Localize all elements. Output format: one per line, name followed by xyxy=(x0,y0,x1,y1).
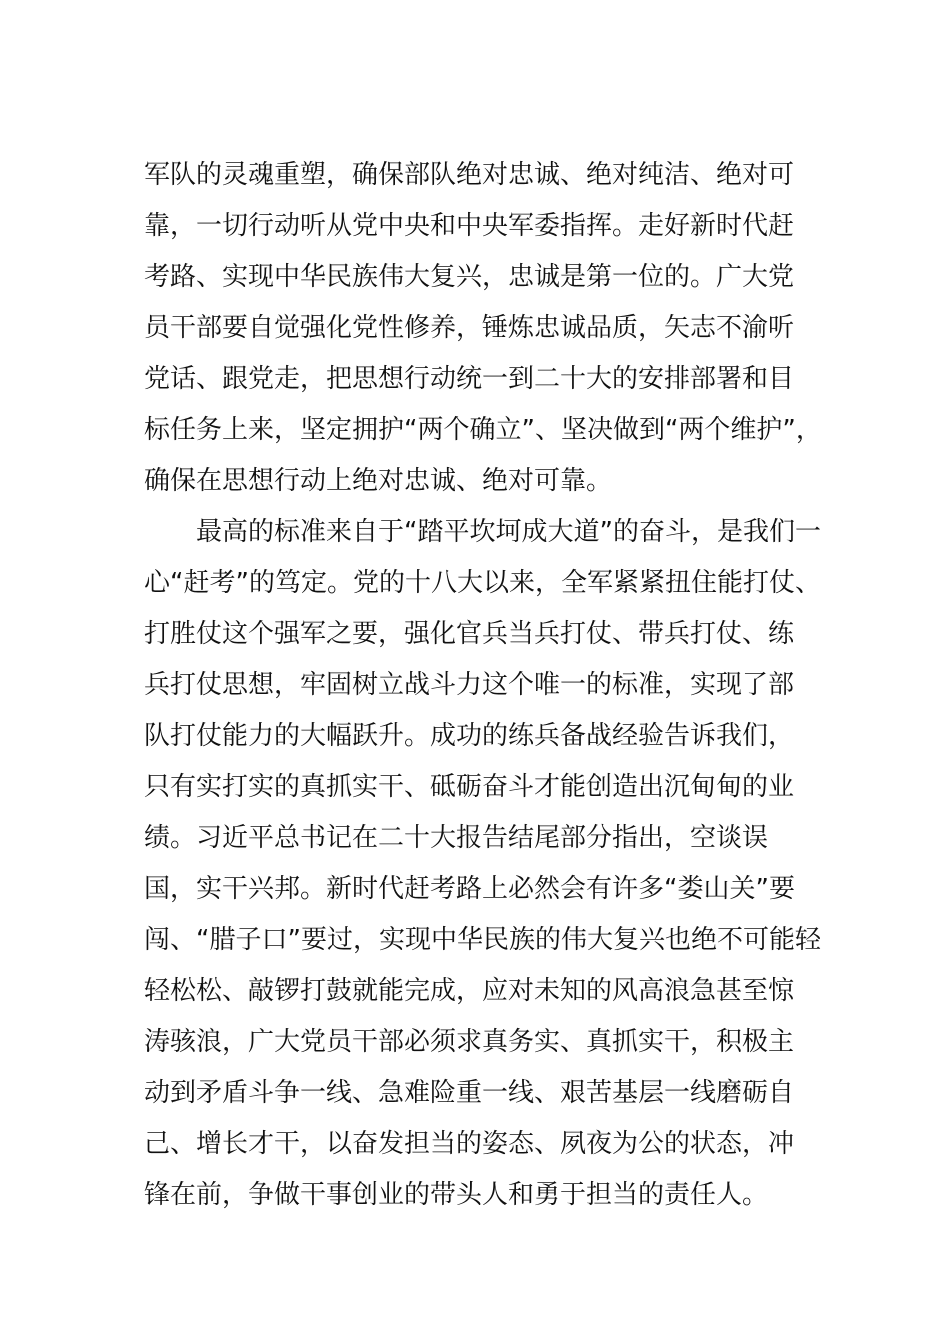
document-body xyxy=(144,150,822,1221)
text-line: 锋在前，争做干事创业的带头人和勇于担当的责任人。 xyxy=(144,1180,769,1210)
text-line: 确保在思想行动上绝对忠诚、绝对可靠。 xyxy=(144,466,613,496)
text-line: 涛骇浪，广大党员干部必须求真务实、真抓实干，积极主 xyxy=(144,1027,795,1057)
text-line: 队打仗能力的大幅跃升。成功的练兵备战经验告诉我们， xyxy=(144,721,795,751)
text-line: 闯、“腊子口”要过，实现中华民族的伟大复兴也绝不可能轻 xyxy=(144,925,821,955)
text-line: 军队的灵魂重塑，确保部队绝对忠诚、绝对纯洁、绝对可 xyxy=(144,160,795,190)
paragraph-2 xyxy=(144,507,821,1221)
text-line: 员干部要自觉强化党性修养，锤炼忠诚品质，矢志不渝听 xyxy=(144,313,795,343)
text-line: 党话、跟党走，把思想行动统一到二十大的安排部署和目 xyxy=(144,364,795,394)
text-line: 心“赶考”的笃定。党的十八大以来，全军紧紧扭住能打仗、 xyxy=(144,568,821,598)
text-line: 打胜仗这个强军之要，强化官兵当兵打仗、带兵打仗、练 xyxy=(144,619,795,649)
text-line: 只有实打实的真抓实干、砥砺奋斗才能创造出沉甸甸的业 xyxy=(144,772,795,802)
text-line: 标任务上来，坚定拥护“两个确立”、坚决做到“两个维护”， xyxy=(144,415,822,445)
paragraph-1 xyxy=(144,150,822,507)
text-line: 绩。习近平总书记在二十大报告结尾部分指出，空谈误 xyxy=(144,823,769,853)
text-line: 靠，一切行动听从党中央和中央军委指挥。走好新时代赶 xyxy=(144,211,795,241)
text-line: 考路、实现中华民族伟大复兴，忠诚是第一位的。广大党 xyxy=(144,262,795,292)
text-line: 己、增长才干，以奋发担当的姿态、夙夜为公的状态，冲 xyxy=(144,1129,795,1159)
text-line: 动到矛盾斗争一线、急难险重一线、艰苦基层一线磨砺自 xyxy=(144,1078,795,1108)
text-line: 国，实干兴邦。新时代赶考路上必然会有许多“娄山关”要 xyxy=(144,874,795,904)
text-line: 兵打仗思想，牢固树立战斗力这个唯一的标准，实现了部 xyxy=(144,670,795,700)
text-line: 轻松松、敲锣打鼓就能完成，应对未知的风高浪急甚至惊 xyxy=(144,976,795,1006)
text-line-first: 最高的标准来自于“踏平坎坷成大道”的奋斗，是我们一 xyxy=(196,517,821,547)
